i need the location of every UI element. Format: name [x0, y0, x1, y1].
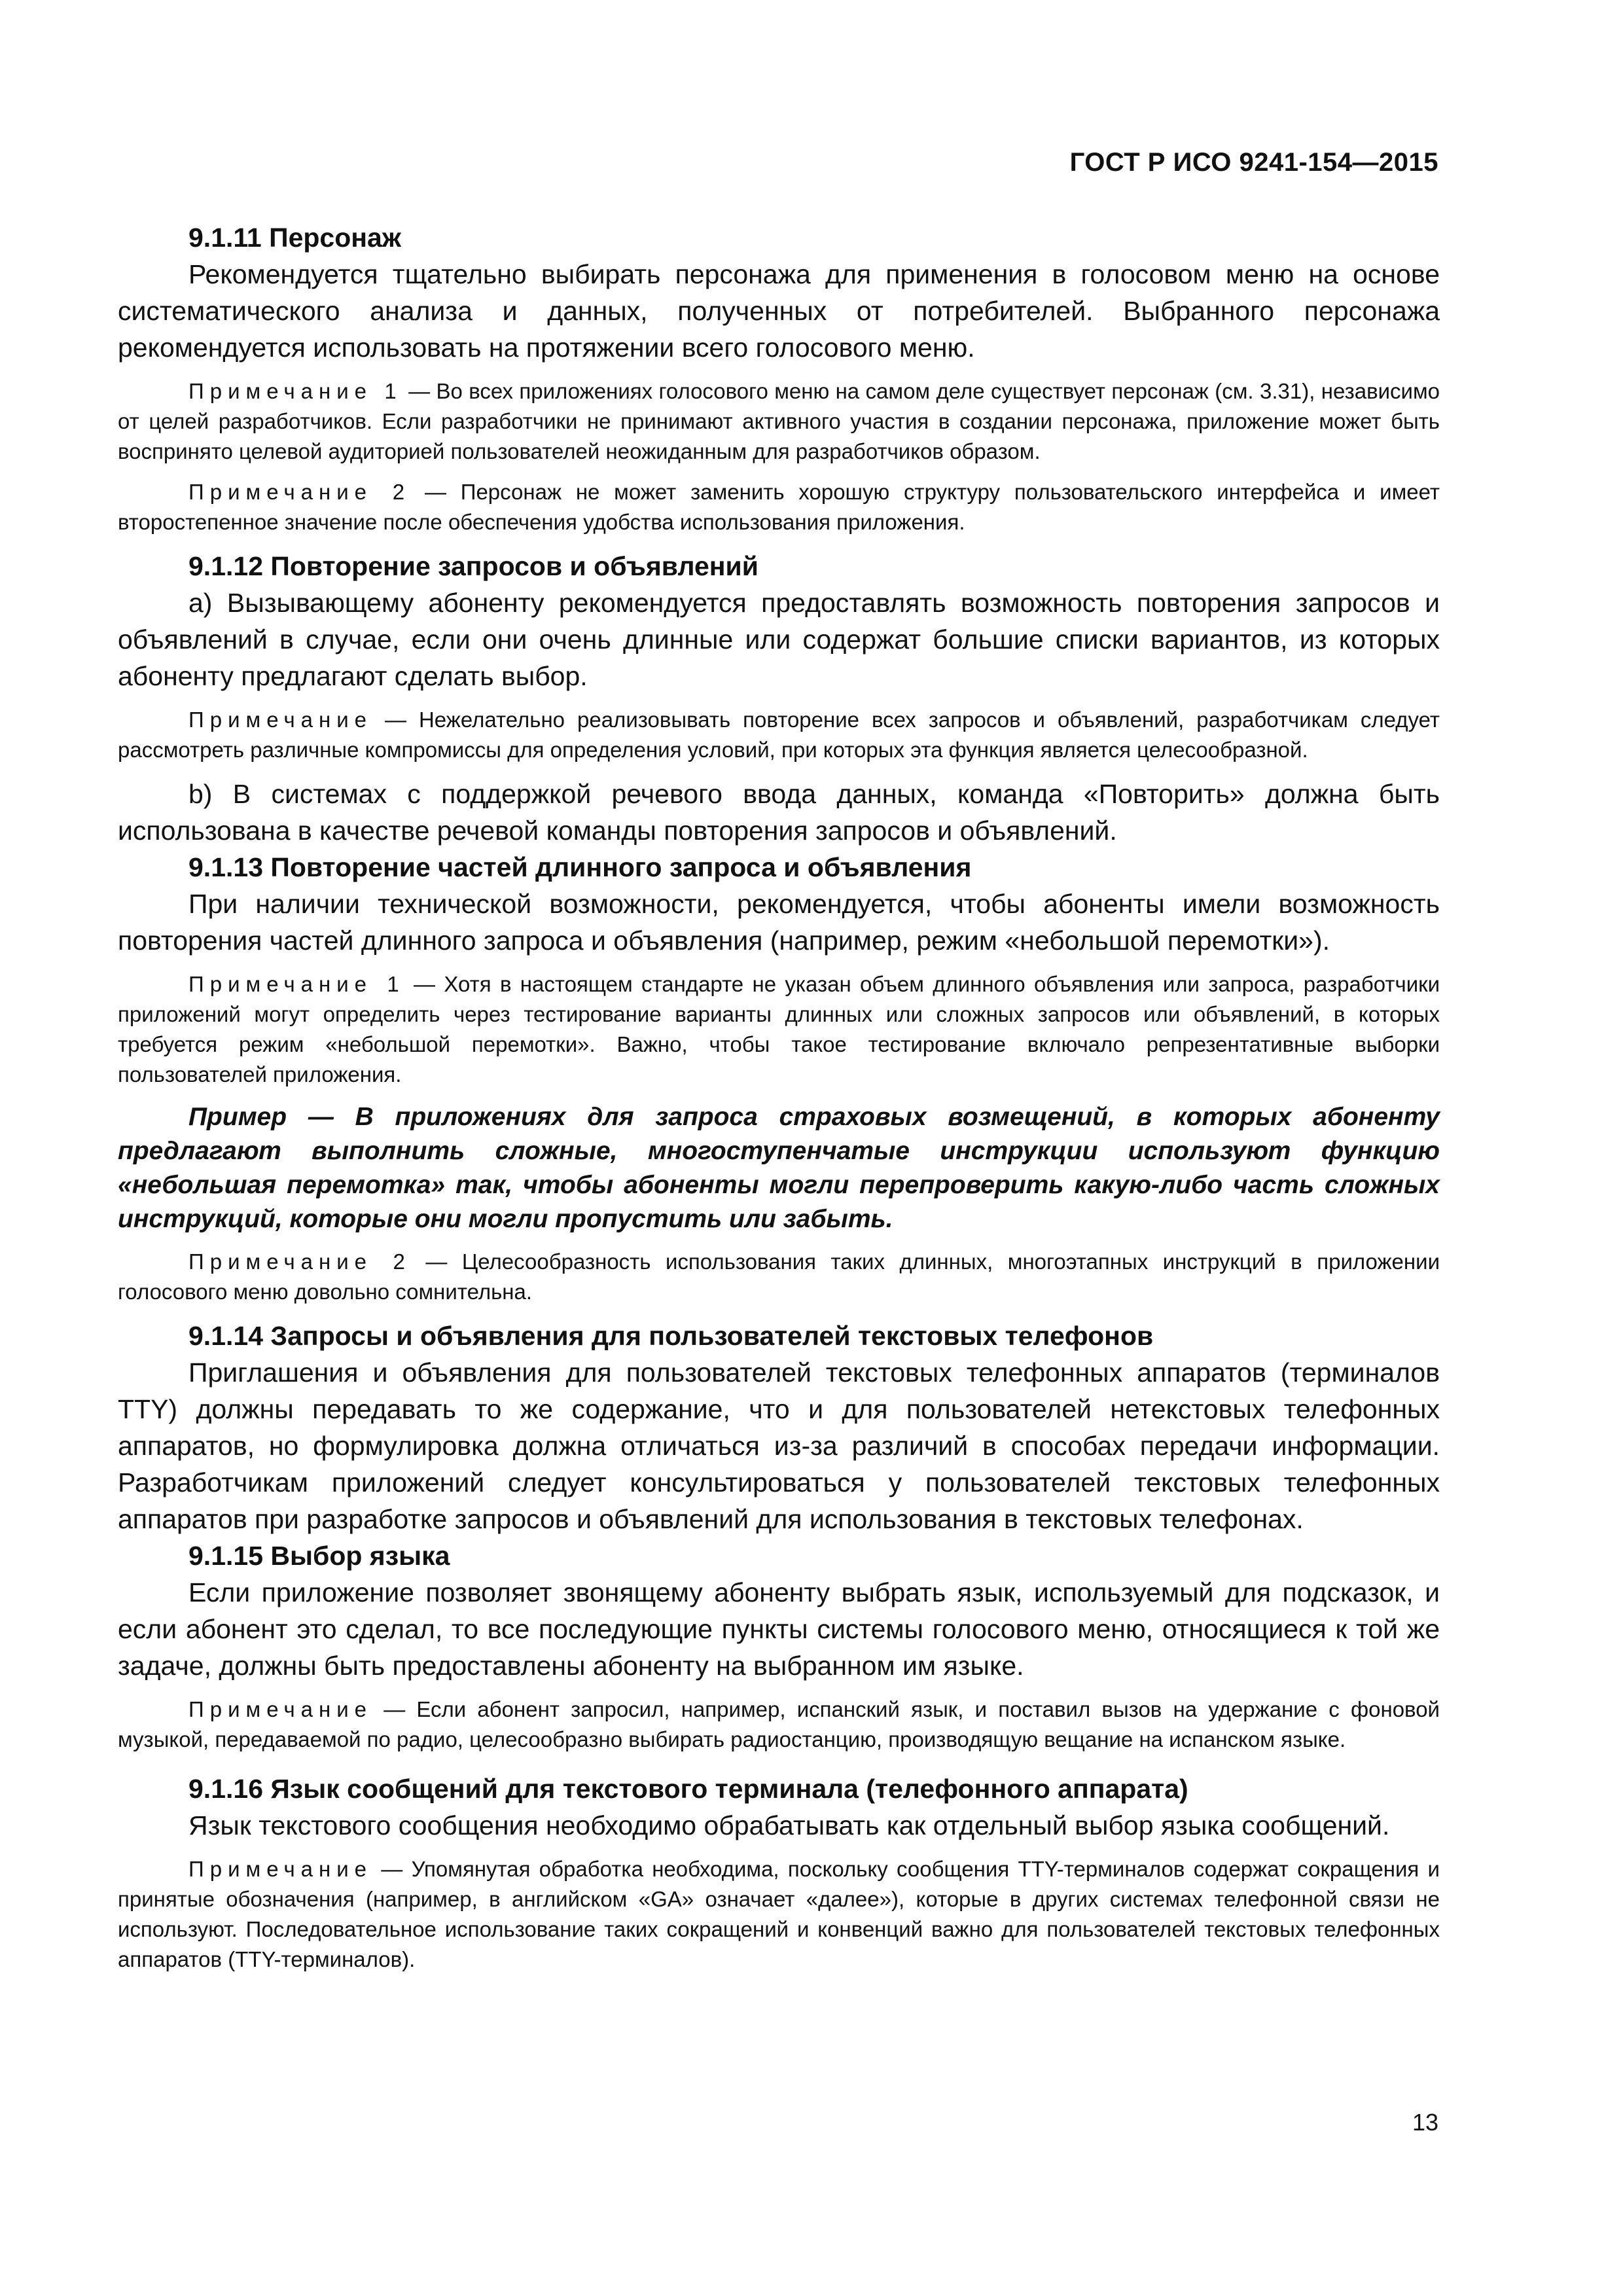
section-paragraph: Рекомендуется тщательно выбирать персонажа для применения в голосовом меню на основе систематического анализа и данных, полученных от потребителей. Выбранного персонажа рекомендуется использовать на протяжении всего голосового меню. [118, 259, 1440, 363]
section-heading-9-1-13: 9.1.13 Повторение частей длинного запроса и объявления [188, 852, 972, 882]
note-label: Примечание 1 [188, 972, 405, 996]
note-text: — Персонаж не может заменить хорошую структуру пользовательского интерфейса и имеет второстепенное значение после обеспечения удобства использования приложения. [118, 480, 1440, 534]
note-label: Примечание [188, 708, 373, 732]
document-code: ГОСТ Р ИСО 9241-154—2015 [1069, 148, 1438, 177]
note [118, 477, 1440, 537]
note [118, 1247, 1440, 1307]
note [118, 705, 1440, 765]
note-label: Примечание 1 [188, 379, 402, 403]
note-label: Примечание [188, 1697, 373, 1721]
section-heading-9-1-15: 9.1.15 Выбор языка [188, 1541, 450, 1571]
note [118, 1854, 1440, 1975]
section-paragraph: Язык текстового сообщения необходимо обрабатывать как отдельный выбор языка сообщений. [188, 1810, 1390, 1840]
section-paragraph: Если приложение позволяет звонящему абоненту выбрать язык, используемый для подсказок, и если абонент это сделал, то все последующие пункты системы голосового меню, относящиеся к той же задаче, должны быть предоставлены абоненту на выбранном им языке. [118, 1577, 1440, 1681]
document-body [118, 219, 1440, 1975]
note-text: — Во всех приложениях голосового меню на самом деле существует персонаж (см. 3.31), независимо от целей разработчиков. Если разработчики не принимают активного участия в создании персонажа, приложение может быть воспринято целевой аудиторией пользователей неожиданным для разработчиков образом. [118, 379, 1440, 463]
section-paragraph: b) В системах с поддержкой речевого ввода данных, команда «Повторить» должна быть использована в качестве речевой команды повторения запросов и объявлений. [118, 779, 1440, 846]
note-label: Примечание 2 [188, 1249, 411, 1274]
note-label: Примечание 2 [188, 480, 411, 504]
section-paragraph: а) Вызывающему абоненту рекомендуется предоставлять возможность повторения запросов и объявлений в случае, если они очень длинные или содержат большие списки вариантов, из которых абоненту предлагают сделать выбор. [118, 588, 1440, 691]
section-paragraph: Приглашения и объявления для пользователей текстовых телефонных аппаратов (терминалов TTY) должны передавать то же содержание, что и для пользователей нетекстовых телефонных аппаратов, но формулировка должна отличаться из-за различий в способах передачи информации. Разработчикам приложений следует консультироваться у пользователей текстовых телефонных аппаратов при разработке запросов и объявлений для использования в текстовых телефонах. [118, 1357, 1440, 1534]
note-text: — Упомянутая обработка необходима, поскольку сообщения TTY-терминалов содержат сокращения и принятые обозначения (например, в английском «GA» означает «далее»), которые в других системах телефонной связи не используют. Последовательное использование таких сокращений и конвенций важно для пользователей текстовых телефонных аппаратов (TTY-терминалов). [118, 1857, 1440, 1971]
note [118, 969, 1440, 1090]
section-heading-9-1-14: 9.1.14 Запросы и объявления для пользователей текстовых телефонов [188, 1321, 1154, 1351]
note [118, 376, 1440, 467]
section-heading-9-1-16: 9.1.16 Язык сообщений для текстового терминала (телефонного аппарата) [188, 1774, 1188, 1804]
note-text: — Хотя в настоящем стандарте не указан объем длинного объявления или запроса, разработчики приложений могут определить через тестирование варианты длинных или сложных запросов или объявлений, в которых требуется режим «небольшой перемотки». Важно, чтобы такое тестирование включало репрезентативные выборки пользователей приложения. [118, 972, 1440, 1086]
note-text: — Целесообразность использования таких длинных, многоэтапных инструкций в приложении голосового меню довольно сомнительна. [118, 1249, 1440, 1304]
section-heading-9-1-12: 9.1.12 Повторение запросов и объявлений [188, 551, 758, 581]
section-heading-9-1-11: 9.1.11 Персонаж [188, 223, 401, 253]
section-paragraph: При наличии технической возможности, рекомендуется, чтобы абоненты имели возможность повторения частей длинного запроса и объявления (например, режим «небольшой перемотки»). [118, 889, 1440, 956]
note [118, 1695, 1440, 1755]
page-number: 13 [1412, 2109, 1438, 2136]
note-text: — Если абонент запросил, например, испанский язык, и поставил вызов на удержание с фоновой музыкой, передаваемой по радио, целесообразно выбирать радиостанцию, производящую вещание на испанском языке. [118, 1697, 1440, 1751]
note-text: — Нежелательно реализовывать повторение всех запросов и объявлений, разработчикам следует рассмотреть различные компромиссы для определения условий, при которых эта функция является целесообразной. [118, 708, 1440, 762]
note-label: Примечание [188, 1857, 373, 1881]
example: Пример — В приложениях для запроса страховых возмещений, в которых абоненту предлагают выполнить сложные, многоступенчатые инструкции используют функцию «небольшая перемотка» так, чтобы абоненты могли перепроверить какую-либо часть сложных инструкций, которые они могли пропустить или забыть. [118, 1103, 1440, 1233]
